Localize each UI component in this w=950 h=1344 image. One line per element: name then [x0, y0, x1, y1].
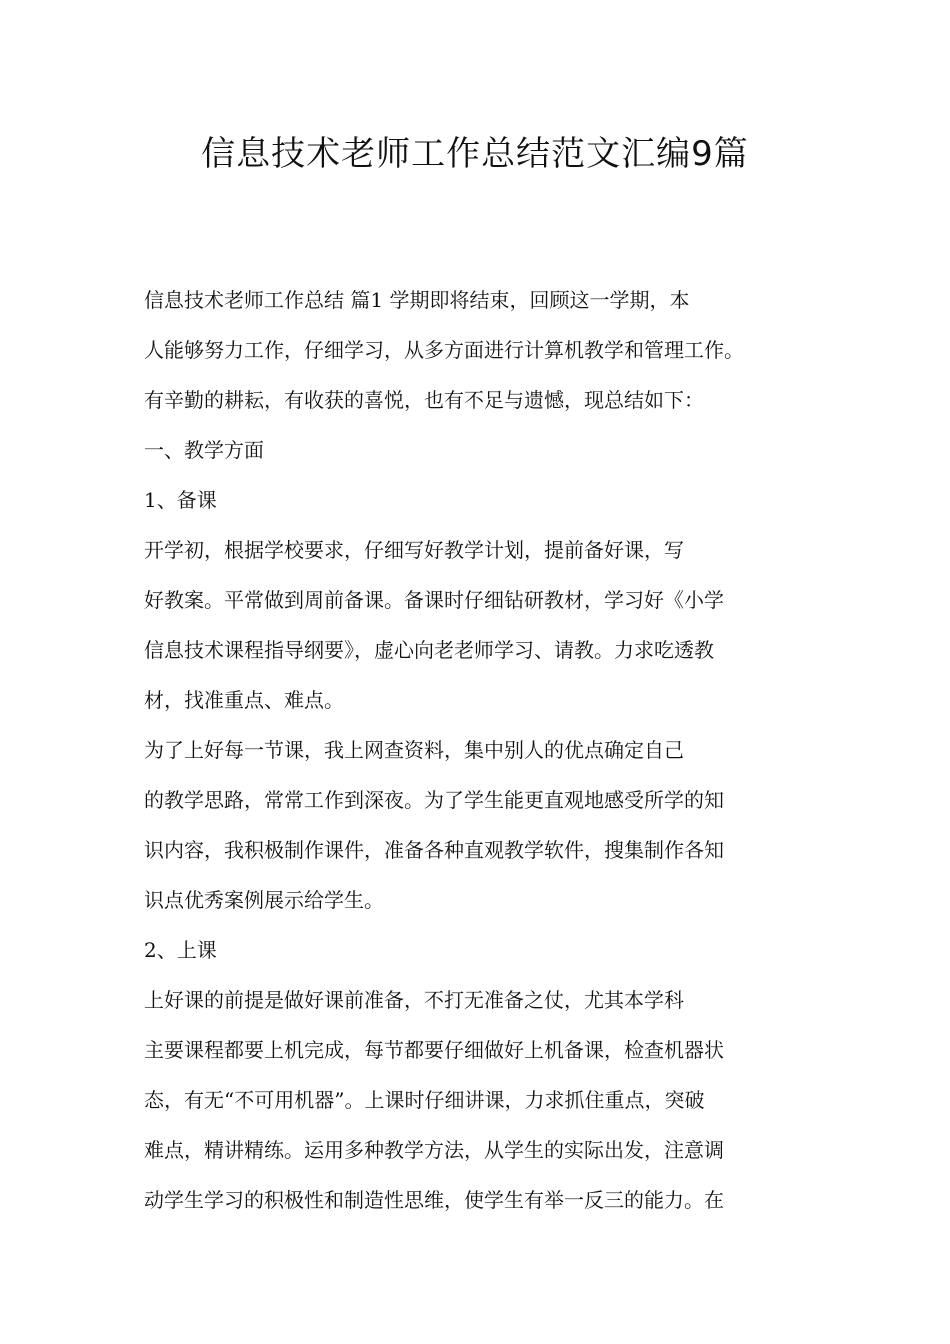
text-line: 难点，精讲精练。运用多种教学方法，从学生的实际出发，注意调: [144, 1138, 724, 1162]
text-line: 信息技术课程指导纲要》，虚心向老老师学习、请教。力求吃透教: [144, 638, 714, 662]
text-line: 为了上好每一节课，我上网查资料，集中别人的优点确定自己: [144, 738, 684, 762]
text-line: 好教案。平常做到周前备课。备课时仔细钻研教材，学习好《小学: [144, 588, 724, 612]
text-line: 主要课程都要上机完成，每节都要仔细做好上机备课，检查机器状: [144, 1038, 724, 1062]
subsection-heading: 1、备课: [144, 488, 217, 512]
text-line: 人能够努力工作，仔细学习，从多方面进行计算机教学和管理工作。: [144, 338, 744, 362]
text-line: 材，找准重点、难点。: [144, 688, 344, 712]
subsection-heading: 2、上课: [144, 938, 217, 962]
text-line: 识内容，我积极制作课件，准备各种直观教学软件，搜集制作各知: [144, 838, 724, 862]
text-line: 上好课的前提是做好课前准备，不打无准备之仗，尤其本学科: [144, 988, 684, 1012]
text-line: 的教学思路，常常工作到深夜。为了学生能更直观地感受所学的知: [144, 788, 724, 812]
section-heading: 一、教学方面: [144, 438, 264, 462]
text-line: 开学初，根据学校要求，仔细写好教学计划，提前备好课，写: [144, 538, 684, 562]
text-line: 动学生学习的积极性和制造性思维，使学生有举一反三的能力。在: [144, 1188, 724, 1212]
text-line: 有辛勤的耕耘，有收获的喜悦，也有不足与遗憾，现总结如下：: [144, 388, 704, 412]
text-line: 识点优秀案例展示给学生。: [144, 888, 384, 912]
text-line: 态，有无“不可用机器”。上课时仔细讲课，力求抓住重点，突破: [144, 1088, 705, 1112]
text-line: 信息技术老师工作总结 篇1 学期即将结束，回顾这一学期，本: [144, 288, 690, 312]
document-title: 信息技术老师工作总结范文汇编9篇: [201, 134, 749, 174]
